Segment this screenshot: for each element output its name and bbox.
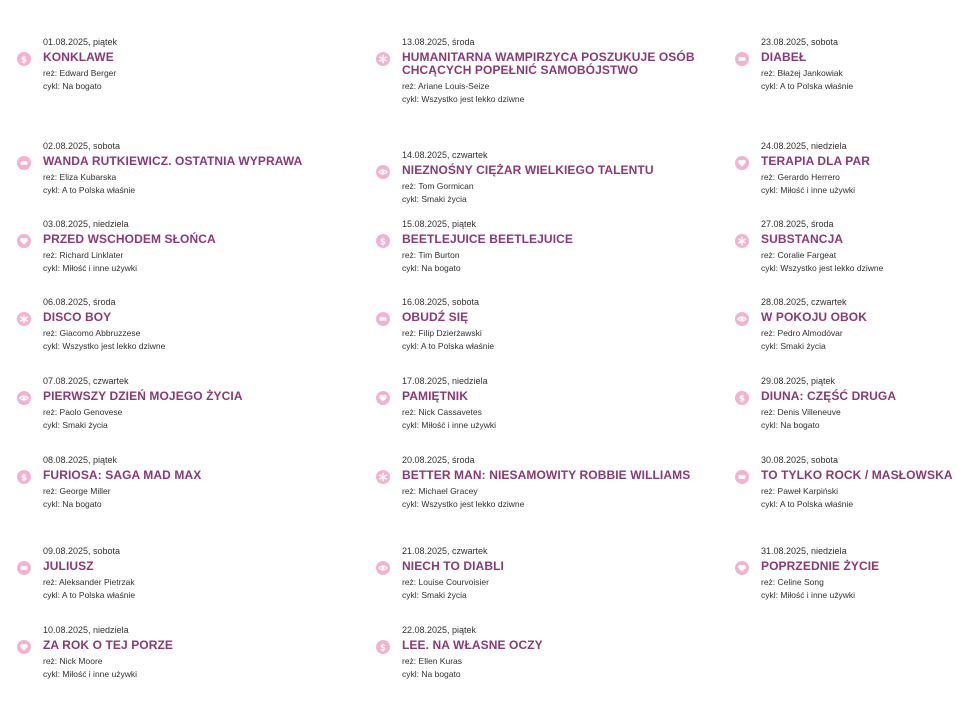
film-director: reż: Eliza Kubarska	[43, 172, 117, 182]
film-cycle: cykl: Smaki życia	[43, 420, 108, 430]
screening-date: 15.08.2025, piątek	[402, 219, 477, 229]
film-cycle: cykl: A to Polska właśnie	[402, 341, 495, 351]
screening-entry	[359, 150, 699, 205]
film-director: reż: Aleksander Pietrzak	[43, 577, 135, 587]
minus-icon	[376, 312, 390, 326]
screening-date: 06.08.2025, środa	[43, 297, 116, 307]
asterisk-icon	[17, 312, 31, 326]
film-cycle: cykl: Wszystko jest lekko dziwne	[43, 341, 166, 351]
film-title-link[interactable]: NIECH TO DIABLI	[402, 559, 504, 573]
screening-entry	[718, 455, 958, 510]
screening-date: 17.08.2025, niedziela	[402, 376, 488, 386]
screening-date: 02.08.2025, sobota	[43, 141, 121, 151]
film-cycle: cykl: A to Polska właśnie	[761, 499, 854, 509]
film-director: reż: Nick Cassavetes	[402, 407, 482, 417]
film-director: reż: Coralie Fargeat	[761, 250, 837, 260]
heart-icon	[735, 561, 749, 575]
eye-icon	[376, 165, 390, 179]
film-cycle: cykl: Miłość i inne używki	[43, 263, 137, 273]
film-cycle: cykl: Miłość i inne używki	[43, 669, 137, 679]
screening-entry	[359, 219, 699, 274]
screening-date: 22.08.2025, piątek	[402, 625, 477, 635]
screening-date: 21.08.2025, czwartek	[402, 546, 488, 556]
heart-icon	[376, 391, 390, 405]
asterisk-icon	[735, 234, 749, 248]
screening-entry	[0, 455, 340, 510]
film-director: reż: Celine Song	[761, 577, 824, 587]
svg-text:$: $	[21, 55, 27, 64]
film-cycle: cykl: A to Polska właśnie	[761, 81, 854, 91]
screening-entry	[0, 546, 340, 601]
film-cycle: cykl: Smaki życia	[761, 341, 826, 351]
film-title-link[interactable]: PAMIĘTNIK	[402, 389, 469, 403]
minus-icon	[735, 470, 749, 484]
screening-entry	[359, 297, 699, 352]
screening-date: 27.08.2025, środa	[761, 219, 834, 229]
minus-icon	[17, 561, 31, 575]
film-director: reż: Nick Moore	[43, 656, 103, 666]
film-cycle: cykl: A to Polska właśnie	[43, 590, 136, 600]
film-title-link[interactable]: TERAPIA DLA PAR	[761, 154, 871, 168]
film-title-link[interactable]: WANDA RUTKIEWICZ. OSTATNIA WYPRAWA	[43, 154, 303, 168]
film-director: reż: Ariane Louis-Seize	[402, 81, 490, 91]
screening-date: 28.08.2025, czwartek	[761, 297, 847, 307]
screening-date: 10.08.2025, niedziela	[43, 625, 129, 635]
screening-entry	[359, 37, 699, 105]
film-title-link[interactable]: OBUDŹ SIĘ	[402, 310, 469, 324]
film-director: reż: Błażej Jankowiak	[761, 68, 843, 78]
dollar-icon	[17, 52, 31, 66]
film-cycle: cykl: Na bogato	[402, 263, 461, 273]
screening-date: 09.08.2025, sobota	[43, 546, 121, 556]
screening-date: 29.08.2025, piątek	[761, 376, 836, 386]
screening-entry	[0, 625, 340, 680]
film-cycle: cykl: Smaki życia	[402, 194, 467, 204]
screening-date: 01.08.2025, piątek	[43, 37, 118, 47]
film-director: reż: Michael Gracey	[402, 486, 478, 496]
film-title-link[interactable]: DISCO BOY	[43, 310, 112, 324]
film-director: reż: Louise Courvoisier	[402, 577, 489, 587]
film-cycle: cykl: Miłość i inne używki	[761, 185, 855, 195]
film-title-link[interactable]: FURIOSA: SAGA MAD MAX	[43, 468, 202, 482]
film-title-link[interactable]: POPRZEDNIE ŻYCIE	[761, 559, 880, 573]
film-director: reż: Denis Villeneuve	[761, 407, 841, 417]
film-title-link[interactable]: BEETLEJUICE BEETLEJUICE	[402, 232, 573, 246]
film-cycle: cykl: Wszystko jest lekko dziwne	[402, 499, 525, 509]
film-director: reż: Paweł Karpiński	[761, 486, 839, 496]
screening-date: 16.08.2025, sobota	[402, 297, 480, 307]
heart-icon	[17, 640, 31, 654]
film-cycle: cykl: Na bogato	[43, 499, 102, 509]
screening-entry	[359, 625, 699, 680]
screening-date: 23.08.2025, sobota	[761, 37, 839, 47]
screening-entry	[359, 546, 699, 601]
screening-date: 08.08.2025, piątek	[43, 455, 118, 465]
asterisk-icon	[376, 470, 390, 484]
film-title-link[interactable]: W POKOJU OBOK	[761, 310, 867, 324]
film-cycle: cykl: Na bogato	[761, 420, 820, 430]
film-title-link[interactable]: DIUNA: CZĘŚĆ DRUGA	[761, 389, 897, 403]
screening-entry	[718, 141, 958, 196]
screening-date: 13.08.2025, środa	[402, 37, 475, 47]
screening-date: 07.08.2025, czwartek	[43, 376, 129, 386]
heart-icon	[17, 234, 31, 248]
screening-entry	[718, 219, 958, 274]
film-title-link[interactable]: PIERWSZY DZIEŃ MOJEGO ŻYCIA	[43, 389, 243, 403]
svg-text:$: $	[21, 473, 27, 482]
film-cycle: cykl: Miłość i inne używki	[402, 420, 496, 430]
film-director: reż: Tim Burton	[402, 250, 460, 260]
film-director: reż: Gerardo Herrero	[761, 172, 840, 182]
film-cycle: cykl: Smaki życia	[402, 590, 467, 600]
film-title-link[interactable]: LEE. NA WŁASNE OCZY	[402, 638, 543, 652]
dollar-icon	[376, 640, 390, 654]
film-cycle: cykl: Wszystko jest lekko dziwne	[402, 94, 525, 104]
film-director: reż: Filip Dzierżawski	[402, 328, 482, 338]
screening-date: 30.08.2025, sobota	[761, 455, 839, 465]
minus-icon	[17, 156, 31, 170]
film-title-link[interactable]: SUBSTANCJA	[761, 232, 844, 246]
screening-entry	[0, 219, 340, 274]
screening-entry	[0, 376, 340, 431]
dollar-icon	[735, 391, 749, 405]
screening-entry	[718, 297, 958, 352]
screening-entry	[718, 546, 958, 601]
dollar-icon	[376, 234, 390, 248]
eye-icon	[735, 312, 749, 326]
film-title-link[interactable]: JULIUSZ	[43, 559, 94, 573]
film-cycle: cykl: Miłość i inne używki	[761, 590, 855, 600]
screening-entry	[359, 376, 699, 431]
film-title-link[interactable]: ZA ROK O TEJ PORZE	[43, 638, 174, 652]
asterisk-icon	[376, 52, 390, 66]
svg-text:$: $	[739, 394, 745, 403]
dollar-icon	[17, 470, 31, 484]
film-director: reż: Tom Gormican	[402, 181, 474, 191]
eye-icon	[376, 561, 390, 575]
screening-entry	[359, 455, 699, 510]
svg-text:$: $	[380, 237, 386, 246]
screening-date: 20.08.2025, środa	[402, 455, 475, 465]
film-title-link[interactable]: TO TYLKO ROCK / MASŁOWSKA	[761, 468, 953, 482]
film-title-link[interactable]: BETTER MAN: NIESAMOWITY ROBBIE WILLIAMS	[402, 468, 691, 482]
screening-entry	[718, 37, 958, 92]
svg-text:$: $	[380, 643, 386, 652]
screening-entry	[718, 376, 958, 431]
screening-entry	[0, 297, 340, 352]
film-title-link[interactable]: KONKLAWE	[43, 50, 114, 64]
film-director: reż: Giacomo Abbruzzese	[43, 328, 141, 338]
screening-entry	[0, 37, 340, 92]
film-title-link[interactable]: PRZED WSCHODEM SŁOŃCA	[43, 232, 216, 246]
film-director: reż: George Miller	[43, 486, 111, 496]
film-title-link[interactable]: HUMANITARNA WAMPIRZYCA POSZUKUJE OSÓB CHCĄCYCH POPEŁNIĆ SAMOBÓJSTWO	[402, 50, 695, 77]
film-cycle: cykl: Na bogato	[43, 81, 102, 91]
screening-date: 03.08.2025, niedziela	[43, 219, 129, 229]
film-director: reż: Edward Berger	[43, 68, 117, 78]
film-cycle: cykl: Na bogato	[402, 669, 461, 679]
film-cycle: cykl: Wszystko jest lekko dziwne	[761, 263, 884, 273]
minus-icon	[735, 52, 749, 66]
film-director: reż: Richard Linklater	[43, 250, 124, 260]
film-director: reż: Paolo Genovese	[43, 407, 123, 417]
film-title-link[interactable]: DIABEŁ	[761, 50, 807, 64]
eye-icon	[17, 391, 31, 405]
film-director: reż: Pedro Almodóvar	[761, 328, 843, 338]
film-director: reż: Ellen Kuras	[402, 656, 462, 666]
screening-entry	[0, 141, 340, 196]
heart-icon	[735, 156, 749, 170]
film-cycle: cykl: A to Polska właśnie	[43, 185, 136, 195]
screening-date: 14.08.2025, czwartek	[402, 150, 488, 160]
screening-date: 31.08.2025, niedziela	[761, 546, 847, 556]
film-title-link[interactable]: NIEZNOŚNY CIĘŻAR WIELKIEGO TALENTU	[402, 163, 654, 177]
screening-date: 24.08.2025, niedziela	[761, 141, 847, 151]
